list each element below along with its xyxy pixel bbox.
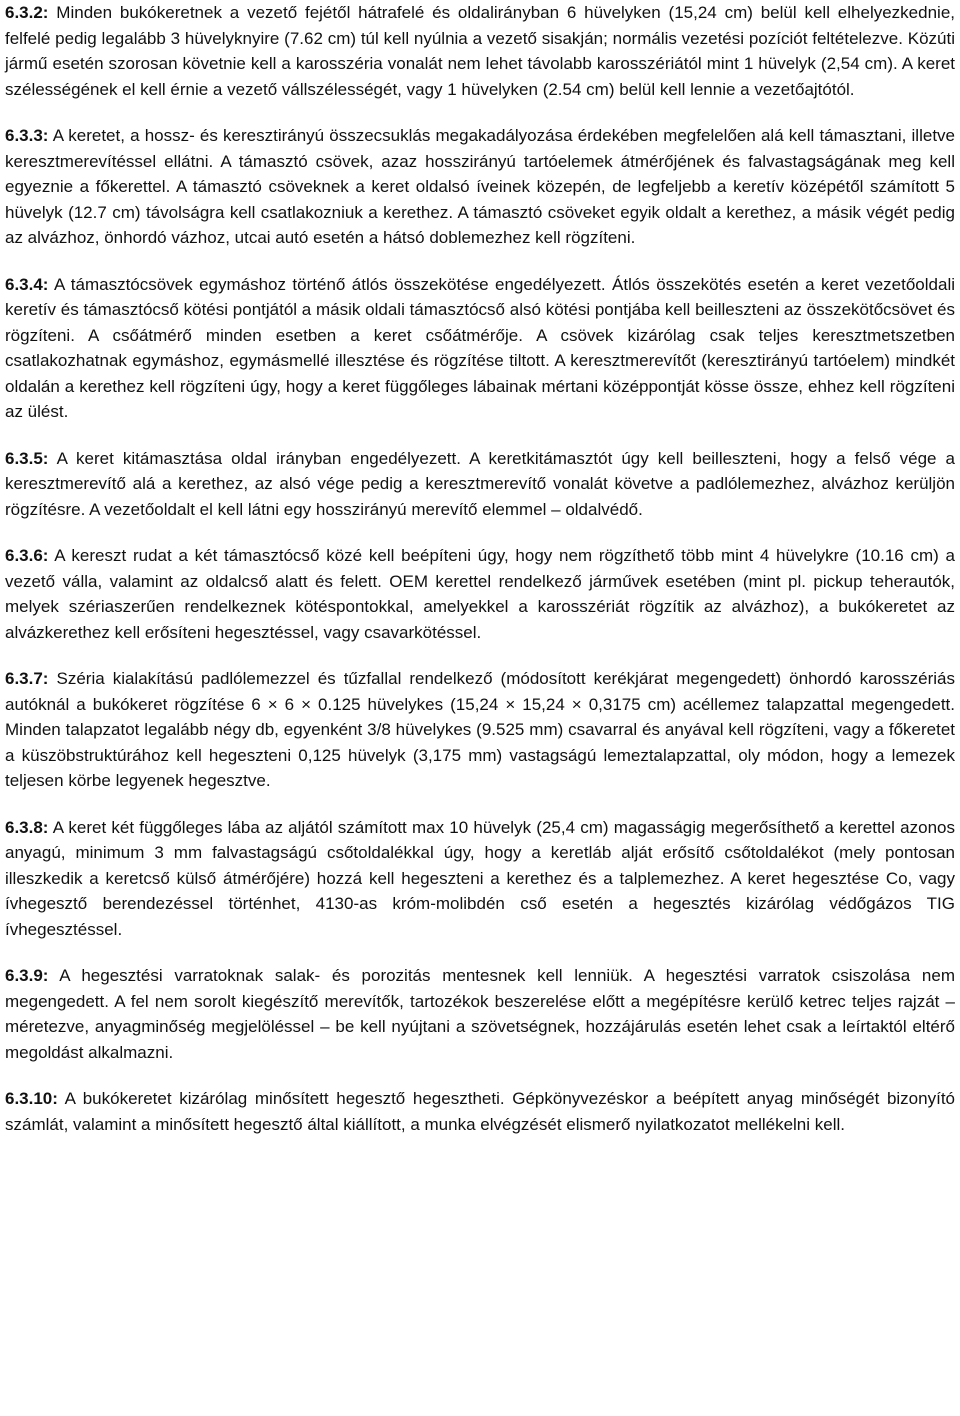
paragraph-text: A kereszt rudat a két támasztócső közé kell beépíteni úgy, hogy nem rögzíthető több mint 4 hüvelykre (10.16 cm) a vezető válla, valamint az oldalcső alatt és felett. OEM kerettel rendelkező járművek esetében (mint pl. pickup teherautók, melyek szériaszerűen rendelkeznek kötéspontokkal, amelyekkel a karosszériát rögzítik az alvázhoz), a bukókeretet az alvázkerethez kell erősíteni hegesztéssel, vagy csavarkötéssel.	[5, 546, 955, 642]
section-number: 6.3.3:	[5, 126, 49, 145]
paragraph-text: Minden bukókeretnek a vezető fejétől hátrafelé és oldalirányban 6 hüvelyken (15,24 cm) belül kell elhelyezkednie, felfelé pedig legalább 3 hüvelyknyire (7.62 cm) túl kell nyúlnia a vezető sisakján; normális vezetési pozíciót feltételezve. Közúti jármű esetén szorosan követnie kell a karosszéria vonalát nem lehet távolabb karosszériától mint 1 hüvelyk (2,54 cm). A keret szélességének el kell érnie a vezető vállszélességét, vagy 1 hüvelyken (2.54 cm) belül kell lennie a vezetőajtótól.	[5, 3, 955, 99]
paragraph-6-3-4	[5, 272, 955, 425]
paragraph-6-3-5	[5, 446, 955, 523]
section-number: 6.3.9:	[5, 966, 49, 985]
paragraph-text: A támasztócsövek egymáshoz történő átlós összekötése engedélyezett. Átlós összekötés esetén a keret vezetőoldali keretív és támasztócső kötési pontjától a másik oldali támasztócső alsó kötési pontjába kell beilleszteni az összekötőcsövet és rögzíteni. A csőátmérő minden esetben a keret csőátmérője. A csövek kizárólag csak teljes keresztmetszetben csatlakozhatnak egymáshoz, egymásmellé illesztése és rögzítése tiltott. A keresztmerevítőt (keresztirányú tartóelem) mindkét oldalán a kerethez kell rögzíteni úgy, hogy a keret függőleges lábainak mértani középpontját kösse össze, ehhez kell rögzíteni az ülést.	[5, 274, 955, 421]
paragraph-text: A keret két függőleges lába az aljától számított max 10 hüvelyk (25,4 cm) magasságig megerősíthető a kerettel azonos anyagú, minimum 3 mm falvastagságú csőtoldalékkal úgy, hogy a keretláb alját erősítő csőtoldalékot (mely pontosan illeszkedik a keretcső külső átmérőjére) hozzá kell hegeszteni a kerethez és a talplemezhez. A keret hegesztése Co, vagy ívhegesztő berendezéssel történhet, 4130-as króm-molibdén cső esetén a hegesztés kizárólag védőgázos TIG ívhegesztéssel.	[5, 817, 955, 939]
paragraph-6-3-6	[5, 543, 955, 645]
paragraph-text: A keret kitámasztása oldal irányban engedélyezett. A keretkitámasztót úgy kell beilleszteni, hogy a felső vége a keresztmerevítő alá a kerethez, az alsó vége pedig a keresztmerevítő vonalát követve a padlólemezhez, alvázhoz kerüljön rögzítésre. A vezetőoldalt el kell látni egy hosszirányú merevítő elemmel – oldalvédő.	[5, 448, 955, 519]
section-number: 6.3.4:	[5, 274, 49, 294]
paragraph-6-3-8	[5, 815, 955, 943]
paragraph-text: Széria kialakítású padlólemezzel és tűzfallal rendelkező (módosított kerékjárat megengedett) önhordó karosszériás autóknál a bukókeret rögzítése 6 × 6 × 0.125 hüvelykes (15,24 × 15,24 × 0,3175 cm) acéllemez talapzattal megengedett. Minden talapzatot legalább négy db, egyenként 3/8 hüvelykes (9.525 mm) csavarral és anyával kell rögzíteni, vagy a főkeretet a küszöbstruktúrához kell hegeszteni 0,125 hüvelyk (3,175 mm) vastagságú lemeztalapzattal, oly módon, hogy a lemezek teljesen körbe legyenek hegesztve.	[5, 669, 955, 790]
section-number: 6.3.5:	[5, 448, 49, 468]
section-number: 6.3.10:	[5, 1089, 58, 1108]
section-number: 6.3.8:	[5, 817, 49, 837]
document-page	[5, 0, 955, 1137]
paragraph-6-3-7	[5, 666, 955, 794]
paragraph-6-3-10	[5, 1086, 955, 1137]
section-number: 6.3.2:	[5, 3, 49, 22]
paragraph-text: A bukókeretet kizárólag minősített hegesztő hegesztheti. Gépkönyvezéskor a beépített anyag minőségét bizonyító számlát, valamint a minősített hegesztő által kiállított, a munka elvégzését elismerő nyilatkozatot mellékelni kell.	[5, 1089, 955, 1134]
paragraph-6-3-2	[5, 0, 955, 102]
section-number: 6.3.6:	[5, 546, 49, 565]
paragraph-6-3-9	[5, 963, 955, 1065]
paragraph-6-3-3	[5, 123, 955, 251]
section-number: 6.3.7:	[5, 669, 49, 688]
paragraph-text: A keretet, a hossz- és keresztirányú összecsuklás megakadályozása érdekében megfelelően alá kell támasztani, illetve keresztmerevítéssel ellátni. A támasztó csövek, azaz hosszirányú tartóelemek átmérőjének és falvastagságának meg kell egyeznie a főkerettel. A támasztó csöveknek a keret oldalsó íveinek közepén, de legfeljebb a keretív középétől számított 5 hüvelyk (12.7 cm) távolságra kell csatlakozniuk a kerethez. A támasztó csöveket egyik oldalt a kerethez, a másik végét pedig az alvázhoz, önhordó vázhoz, utcai autó esetén a hátsó doblemezhez kell rögzíteni.	[5, 126, 955, 247]
paragraph-text: A hegesztési varratoknak salak- és porozitás mentesnek kell lenniük. A hegesztési varratok csiszolása nem megengedett. A fel nem sorolt kiegészítő merevítők, tartozékok beszerelése előtt a megépítésre kerülő ketrec teljes rajzát – méretezve, anyagminőség megjelöléssel – be kell nyújtani a szövetségnek, hozzájárulás esetén lehet csak a leírtaktól eltérő megoldást alkalmazni.	[5, 966, 955, 1062]
